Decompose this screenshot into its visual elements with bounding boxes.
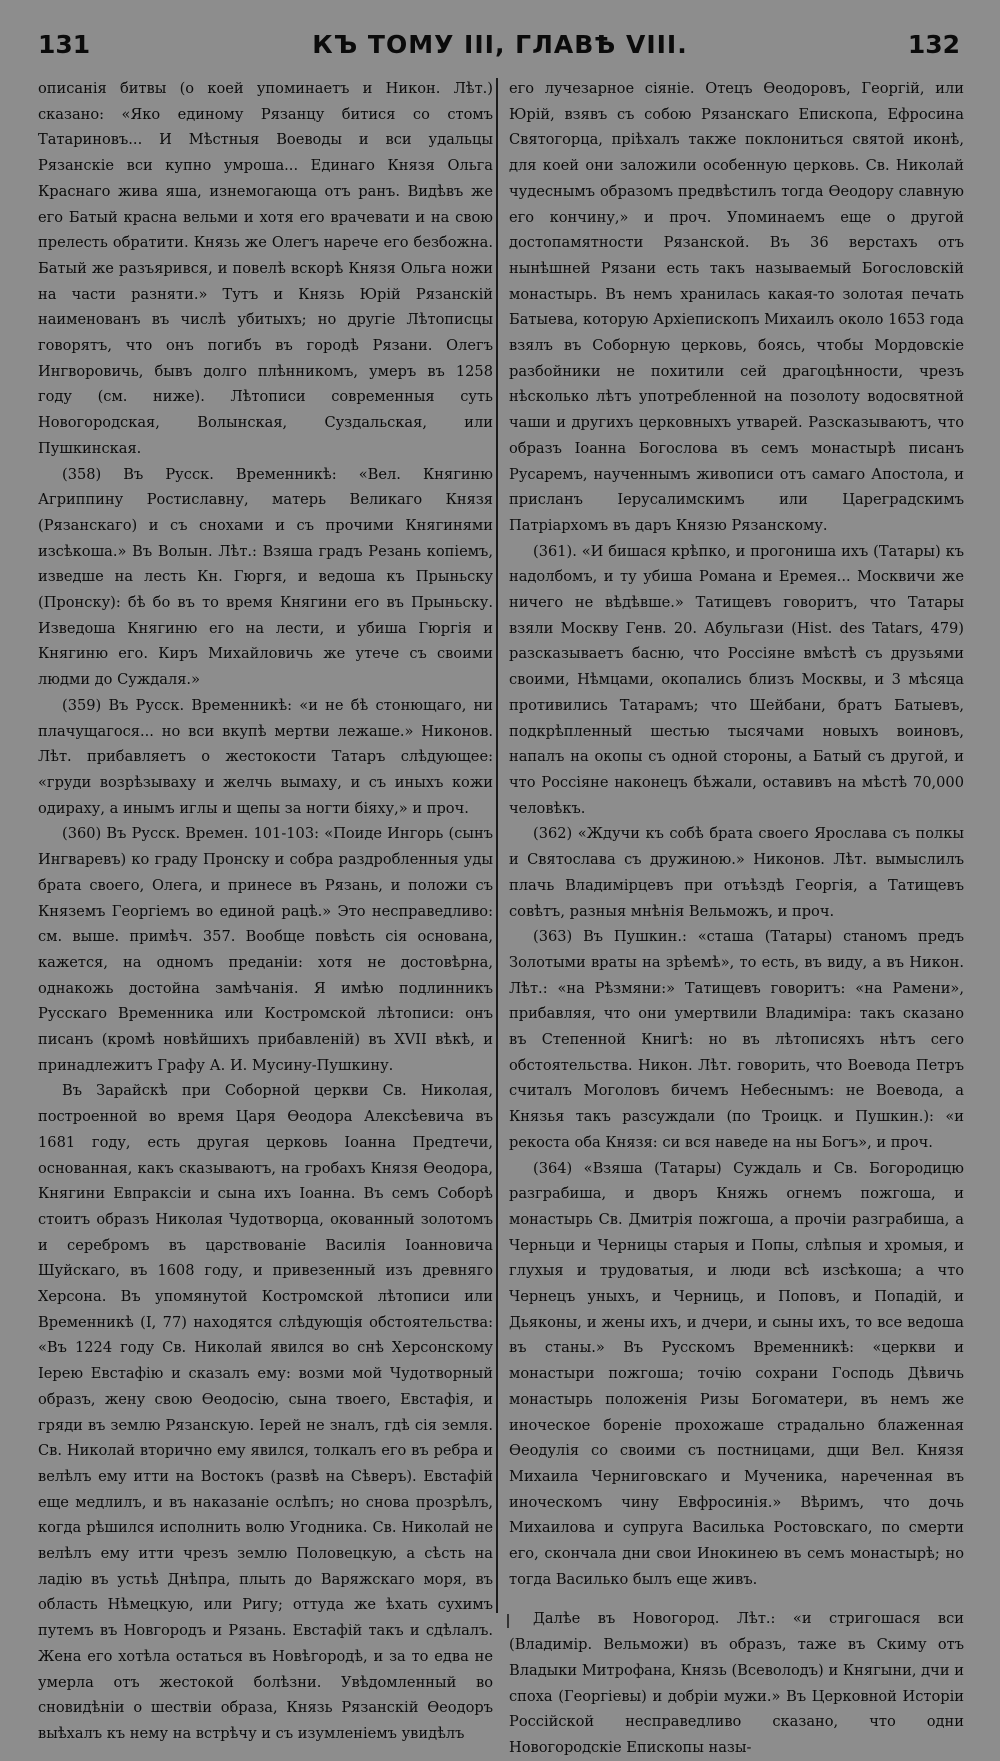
paragraph: Далѣе въ Новогород. Лѣт.: «и стригошася вси (Владимір. Вельможи) въ образъ, таже въ Скиму отъ Владыки Митрофана, Князь (Всеволодъ) и Княгыни, дчи и споха (Георгіевы) и добріи мужи.» Въ Церковной Исторіи Россійской несправедливо сказано, что одни Новогородскіе Епископы назы- — [509, 1610, 964, 1756]
paragraph: Въ Зарайскѣ при Соборной церкви Св. Николая, построенной во время Царя Ѳеодора Алексѣевича въ 1681 году, есть другая церковь Іоанна Предтечи, основанная, какъ сказываютъ, на гробахъ Князя Ѳеодора, Княгини Евпраксіи и сына ихъ Іоанна. Въ семъ Соборѣ стоитъ образъ Николая Чудотворца, окованный золотомъ и серебромъ въ царствованіе Василія Іоанновича Шуйскаго, въ 1608 году, и привезенный изъ древняго Херсона. Въ упомянутой Костромской лѣтописи или Временникѣ (I, 77) находятся слѣдующія обстоятельства: «Въ 1224 году Св. Николай явился во снѣ Херсонскому Іерею Евстафію и сказалъ ему: возми мой Чудотворный образъ, жену свою Ѳеодосію, сына твоего, Евстафія, и гряди въ землю Рязанскую. Іерей не зналъ, гдѣ сія земля. Св. Николай вторично ему явился, толкалъ его въ ребра и велѣлъ ему итти на Востокъ (развѣ на Сѣверъ). Евстафій еще медлилъ, и въ наказаніе ослѣпъ; но снова прозрѣлъ, когда рѣшился исполнить волю Угодника. Св. Николай не велѣлъ ему итти чрезъ землю Половецкую, а сѣсть на ладію въ устьѣ Днѣпра, плыть до Варяжскаго моря, въ область Нѣмецкую, или Ригу; оттуда же ѣхать сухимъ путемъ въ Новгородъ и Рязань. Евстафій такъ и сдѣлалъ. Жена его хотѣла остаться въ Новѣгородѣ, и за то едва не умерла отъ жестокой болѣзни. Увѣдомленный во сновидѣніи о шествіи образа, Князь Рязанскій Ѳеодоръ выѣхалъ къ нему на встрѣчу и съ изумленіемъ увидѣлъ — [38, 1082, 493, 1742]
note-362: (362) «Ждучи къ собѣ брата своего Ярослава съ полкы и Святослава съ дружиною.» Никонов. Лѣт. вымыслилъ плачь Владимірцевъ при отъѣздѣ Георгія, а Татищевъ совѣтъ, разныя мнѣнія Вельможъ, и проч. — [509, 825, 964, 920]
bottom-tick-mark — [507, 1614, 509, 1628]
page-number-right: 132 — [907, 30, 960, 59]
paragraph: описанія битвы (о коей упоминаетъ и Никон. Лѣт.) сказано: «Яко единому Рязанцу битися со стомъ Татариновъ... И Мѣстныя Воеводы и вси удальцы Рязанскіе вси купно умроша... Единаго Князя Ольга Краснаго жива яша, изнемогающа отъ ранъ. Видѣвъ же его Батый красна вельми и хотя его врачевати и на свою прелесть обратити. Князь же Олегъ нарече его безбожна. Батый же разъярився, и повелѣ вскорѣ Князя Ольга ножи на части разняти.» Тутъ и Князь Юрій Рязанскій наименованъ въ числѣ убитыхъ; но другіе Лѣтописцы говорятъ, что онъ погибъ въ городѣ Рязани. Олегъ Ингворовичь, бывъ долго плѣнникомъ, умеръ въ 1258 году (см. ниже). Лѣтописи современныя суть Новогородская, Волынская, Суздальская, или Пушкинская. — [38, 80, 493, 457]
page-header — [0, 0, 1000, 64]
note-361: (361). «И бишася крѣпко, и прогониша ихъ (Татары) къ надолбомъ, и ту убиша Романа и Еремея... Москвичи же ничего не вѣдѣвше.» Татищевъ говоритъ, что Татары взяли Москву Генв. 20. Абульгази (Hist. des Tatars, 479) разсказываетъ басню, что Россіяне вмѣстѣ съ друзьями своими, Нѣмцами, окопались близъ Москвы, и 3 мѣсяца противились Татарамъ; что Шейбани, братъ Батыевъ, подкрѣпленный шестью тысячами новыхъ воиновъ, напалъ на окопы съ одной стороны, а Батый съ другой, и что Россіяне наконецъ бѣжали, оставивъ на мѣстѣ 70,000 человѣкъ. — [509, 542, 964, 817]
note-359: (359) Въ Русск. Временникѣ: «и не бѣ стонющаго, ни плачущагося... но вси вкупѣ мертви лежаше.» Никонов. Лѣт. прибавляетъ о жестокости Татаръ слѣдующее: «груди возрѣзываху и желчь вымаху, и съ иныхъ кожи одираху, а инымъ иглы и щепы за ногти біяху,» и проч. — [38, 696, 493, 817]
column-divider — [496, 78, 498, 1613]
paragraph: его лучезарное сіяніе. Отецъ Ѳеодоровъ, Георгій, или Юрій, взявъ съ собою Рязанскаго Епископа, Ефросина Святогорца, пріѣхалъ также поклониться святой иконѣ, для коей они заложили особенную церковь. Св. Николай чудеснымъ образомъ предвѣстилъ тогда Ѳеодору славную его кончину,» и проч. Упоминаемъ еще о другой достопамятности Рязанской. Въ 36 верстахъ отъ нынѣшней Рязани есть такъ называемый Богословскій монастырь. Въ немъ хранилась какая-то золотая печать Батыева, которую Архіепископъ Михаилъ около 1653 года взялъ въ Соборную церковь, боясь, чтобы Мордовскіе разбойники не похитили сей драгоцѣнности, чрезъ нѣсколько лѣтъ употребленной на позолоту водосвятной чаши и другихъ церковныхъ утварей. Разсказываютъ, что образъ Іоанна Богослова въ семъ монастырѣ писанъ Русаремъ, наученнымъ живописи отъ самаго Апостола, и присланъ Іерусалимскимъ или Цареградскимъ Патріархомъ въ даръ Князю Рязанскому. — [509, 80, 964, 534]
note-360: (360) Въ Русск. Времен. 101-103: «Поиде Ингорь (сынъ Ингваревъ) ко граду Пронску и собра раздробленныя уды брата своего, Олега, и принесе въ Рязань, и положи съ Княземъ Георгіемъ во единой рацѣ.» Это несправедливо: см. выше. примѣч. 357. Вообще повѣсть сія основана, кажется, на одномъ преданіи: хотя не достовѣрна, однакожь достойна замѣчанія. Я имѣю подлинникъ Русскаго Временника или Костромской лѣтописи: онъ писанъ (кромѣ новѣйшихъ прибавленій) въ XVII вѣкѣ, и принадлежитъ Графу А. И. Мусину-Пушкину. — [38, 825, 493, 1074]
running-title: КЪ ТОМУ III, ГЛАВѢ VIII. — [312, 30, 688, 59]
note-358: (358) Въ Русск. Временникѣ: «Вел. Княгиню Агриппину Ростиславну, матерь Великаго Князя (Рязанскаго) и съ снохами и съ прочими Княгинями изсѣкоша.» Въ Волын. Лѣт.: Взяша градъ Резань копіемъ, изведше на лесть Кн. Гюргя, и ведоша къ Прыньску (Пронску): бѣ бо въ то время Княгини его въ Прыньску. Изведоша Княгиню его на лести, и убиша Гюргія и Княгиню его. Киръ Михайловичь же утече съ своими людми до Суждаля.» — [38, 465, 493, 689]
note-363: (363) Въ Пушкин.: «сташа (Татары) станомъ предъ Золотыми враты на зрѣемѣ», то есть, въ виду, а въ Никон. Лѣт.: «на Рѣзмяни:» Татищевъ говоритъ: «на Рамени», прибавляя, что они умертвили Владиміра: такъ сказано въ Степенной Книгѣ: но въ лѣтописяхъ нѣтъ сего обстоятельства. Никон. Лѣт. говорить, что Воевода Петръ считалъ Моголовъ бичемъ Небеснымъ: не Воевода, а Князья такъ разсуждали (по Троицк. и Пушкин.): «и рекоста оба Князя: си вся наведе на ны Богъ», и проч. — [509, 928, 964, 1151]
left-column — [38, 76, 493, 1742]
right-column — [509, 76, 964, 1756]
note-364: (364) «Взяша (Татары) Суждаль и Св. Богородицю разграбиша, и дворъ Княжь огнемъ пожгоша, и монастырь Св. Дмитрія пожгоша, а прочіи разграбиша, а Черньци и Черницы старыя и Попы, слѣпыя и хромыя, и глухыя и трудоватыя, и люди всѣ изсѣкоша; а что Чернецъ уныхъ, и Черниць, и Поповъ, и Попадій, и Дьяконы, и жены ихъ, и дчери, и сыны ихъ, то все ведоша въ станы.» Въ Русскомъ Временникѣ: «церкви и монастыри пожгоша; точію сохрани Господь Дѣвичь монастырь положенія Ризы Богоматери, въ немъ же иноческое бореніе прохожаше страдально блаженная Ѳеодулія со своими съ постницами, дщи Вел. Князя Михаила Черниговскаго и Мученика, нареченная въ иноческомъ чину Евфросинія.» Вѣримъ, что дочь Михаилова и супруга Василька Ростовскаго, по смерти его, скончала дни свои Инокинею въ семъ монастырѣ; но тогда Василько былъ еще живъ. — [509, 1159, 964, 1588]
page-number-left: 131 — [38, 30, 91, 59]
